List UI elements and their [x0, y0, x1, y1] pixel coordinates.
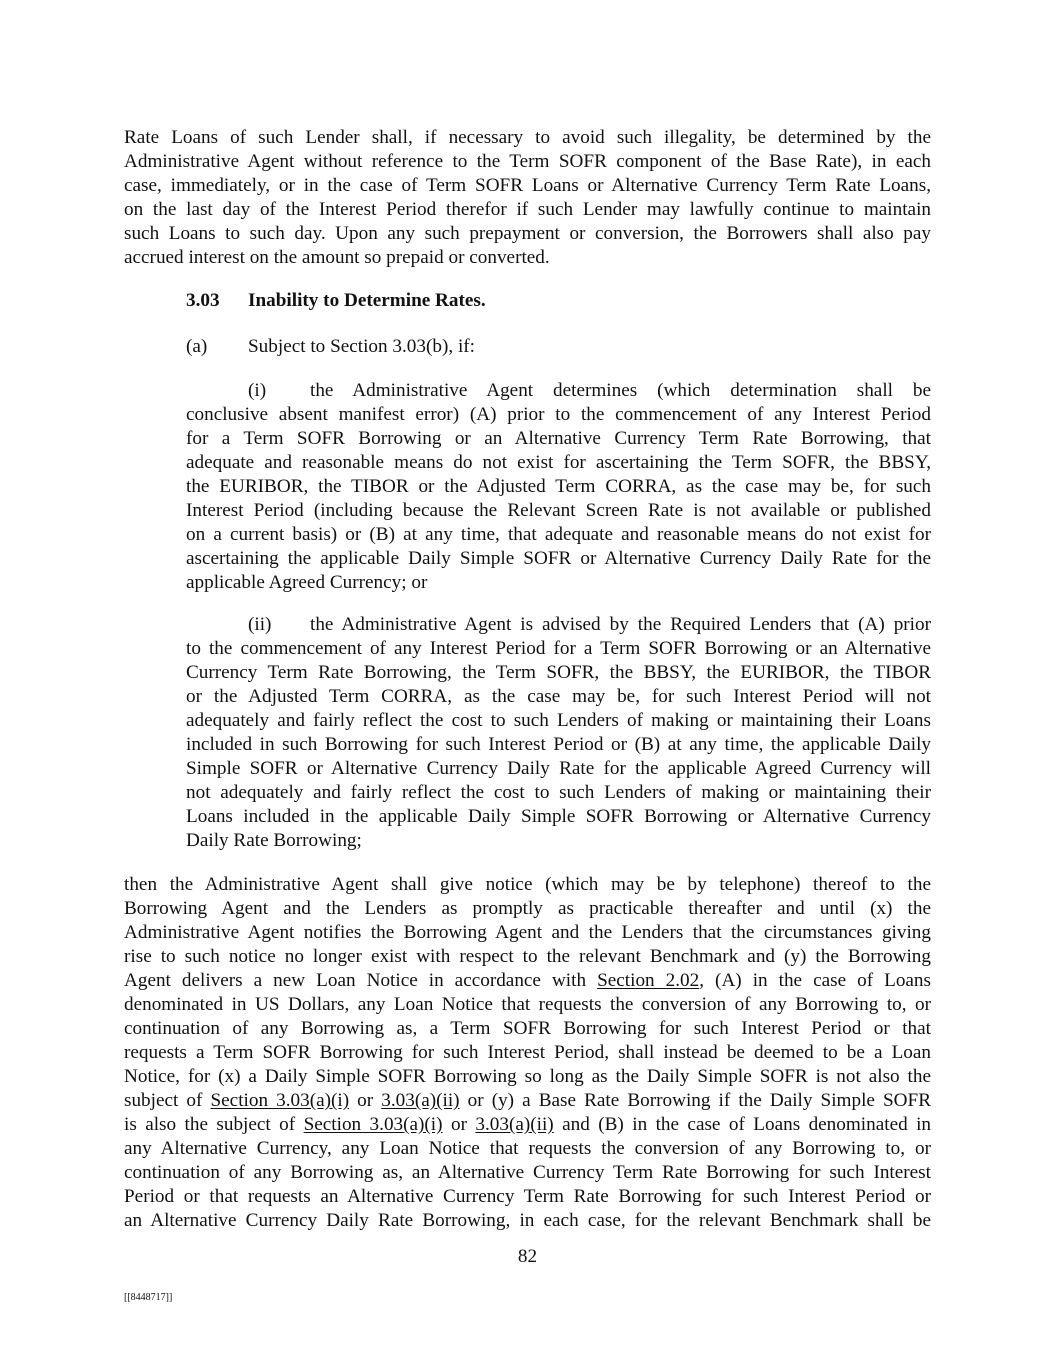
section-title: Inability to Determine Rates. — [248, 290, 486, 311]
text-span: or — [450, 1114, 467, 1135]
text-line: Administrative Agent without reference to the Term SOFR component of the Base Rate), in each — [124, 151, 931, 172]
section-3-03-a-ii-link[interactable]: 3.03(a)(ii) — [475, 1114, 554, 1135]
text-line: adequate and reasonable means do not exist for ascertaining the Term SOFR, the BBSY, — [186, 452, 931, 473]
text-line: to the commencement of any Interest Period for a Term SOFR Borrowing or an Alternative — [186, 638, 931, 659]
text-line: Daily Rate Borrowing; — [186, 830, 362, 851]
clause-label: (ii) — [248, 614, 272, 635]
text-line: ascertaining the applicable Daily Simple SOFR or Alternative Currency Daily Rate for the — [186, 548, 931, 569]
text-line — [124, 969, 931, 993]
text-line: or the Adjusted Term CORRA, as the case may be, for such Interest Period will not — [186, 686, 931, 707]
text-span: and (B) in the case of Loans denominated in — [562, 1114, 932, 1135]
text-line: Administrative Agent notifies the Borrowing Agent and the Lenders that the circumstances giving — [124, 922, 931, 943]
clause-a — [186, 335, 475, 359]
text-line: case, immediately, or in the case of Term SOFR Loans or Alternative Currency Term Rate Loans, — [124, 175, 931, 196]
text-line: accrued interest on the amount so prepaid or converted. — [124, 247, 550, 268]
page-number: 82 — [517, 1246, 538, 1267]
text-span: subject of — [124, 1090, 203, 1111]
text-line: the EURIBOR, the TIBOR or the Adjusted Term CORRA, as the case may be, for such — [186, 476, 931, 497]
text-line: Borrowing Agent and the Lenders as promptly as practicable thereafter and until (x) the — [124, 898, 931, 919]
text-span: , (A) in the case of Loans — [699, 970, 931, 991]
text-line: then the Administrative Agent shall give notice (which may be by telephone) thereof to the — [124, 874, 931, 895]
text-line: requests a Term SOFR Borrowing for such Interest Period, shall instead be deemed to be a Loan — [124, 1042, 931, 1063]
section-3-03-a-i-link[interactable]: Section 3.03(a)(i) — [210, 1090, 350, 1111]
section-number: 3.03 — [186, 290, 220, 311]
text-line: Currency Term Rate Borrowing, the Term SOFR, the BBSY, the EURIBOR, the TIBOR — [186, 662, 931, 683]
text-line: Period or that requests an Alternative Currency Term Rate Borrowing for such Interest Period or — [124, 1186, 931, 1207]
text-span: or — [357, 1090, 374, 1111]
text-line — [124, 1089, 931, 1113]
section-3-03-a-i-link[interactable]: Section 3.03(a)(i) — [303, 1114, 443, 1135]
clause-label: (a) — [186, 336, 208, 357]
text-line: adequately and fairly reflect the cost to such Lenders of making or maintaining their Loans — [186, 710, 931, 731]
text-line: on a current basis) or (B) at any time, that adequate and reasonable means do not exist for — [186, 524, 931, 545]
text-line: conclusive absent manifest error) (A) prior to the commencement of any Interest Period — [186, 404, 931, 425]
text-line: Notice, for (x) a Daily Simple SOFR Borrowing so long as the Daily Simple SOFR is not also the — [124, 1066, 931, 1087]
text-line: any Alternative Currency, any Loan Notice that requests the conversion of any Borrowing to, or — [124, 1138, 931, 1159]
text-line: denominated in US Dollars, any Loan Notice that requests the conversion of any Borrowing to, or — [124, 994, 931, 1015]
clause-label: (i) — [248, 380, 267, 401]
text-line: applicable Agreed Currency; or — [186, 572, 428, 593]
text-line: Rate Loans of such Lender shall, if necessary to avoid such illegality, be determined by the — [124, 127, 931, 148]
text-line: continuation of any Borrowing as, a Term SOFR Borrowing for such Interest Period or that — [124, 1018, 931, 1039]
text-line: Loans included in the applicable Daily Simple SOFR Borrowing or Alternative Currency — [186, 806, 931, 827]
text-line: not adequately and fairly reflect the cost to such Lenders of making or maintaining their — [186, 782, 931, 803]
text-span: or (y) a Base Rate Borrowing if the Daily Simple SOFR — [467, 1090, 931, 1111]
text-line: Simple SOFR or Alternative Currency Daily Rate for the applicable Agreed Currency will — [186, 758, 931, 779]
text-line: the Administrative Agent determines (which determination shall be — [310, 380, 931, 401]
text-line: Interest Period (including because the Relevant Screen Rate is not available or published — [186, 500, 931, 521]
text-span: is also the subject of — [124, 1114, 296, 1135]
text-line: continuation of any Borrowing as, an Alternative Currency Term Rate Borrowing for such Interest — [124, 1162, 931, 1183]
clause-text: Subject to Section 3.03(b), if: — [248, 336, 476, 357]
text-line: on the last day of the Interest Period therefor if such Lender may lawfully continue to maintain — [124, 199, 931, 220]
text-span: Agent delivers a new Loan Notice in accordance with — [124, 970, 587, 991]
text-line: an Alternative Currency Daily Rate Borrowing, in each case, for the relevant Benchmark shall be — [124, 1210, 931, 1231]
section-3-03-a-ii-link[interactable]: 3.03(a)(ii) — [381, 1090, 460, 1111]
section-heading — [186, 289, 486, 313]
text-line: rise to such notice no longer exist with respect to the relevant Benchmark and (y) the Borrowing — [124, 946, 931, 967]
text-line — [124, 1113, 931, 1137]
text-line: included in such Borrowing for such Interest Period or (B) at any time, the applicable Daily — [186, 734, 931, 755]
text-line: for a Term SOFR Borrowing or an Alternative Currency Term Rate Borrowing, that — [186, 428, 931, 449]
text-line: the Administrative Agent is advised by the Required Lenders that (A) prior — [310, 614, 931, 635]
text-line: such Loans to such day. Upon any such prepayment or conversion, the Borrowers shall also pay — [124, 223, 931, 244]
document-id: [[8448717]] — [124, 1292, 173, 1303]
section-2-02-link[interactable]: Section 2.02 — [597, 970, 700, 991]
